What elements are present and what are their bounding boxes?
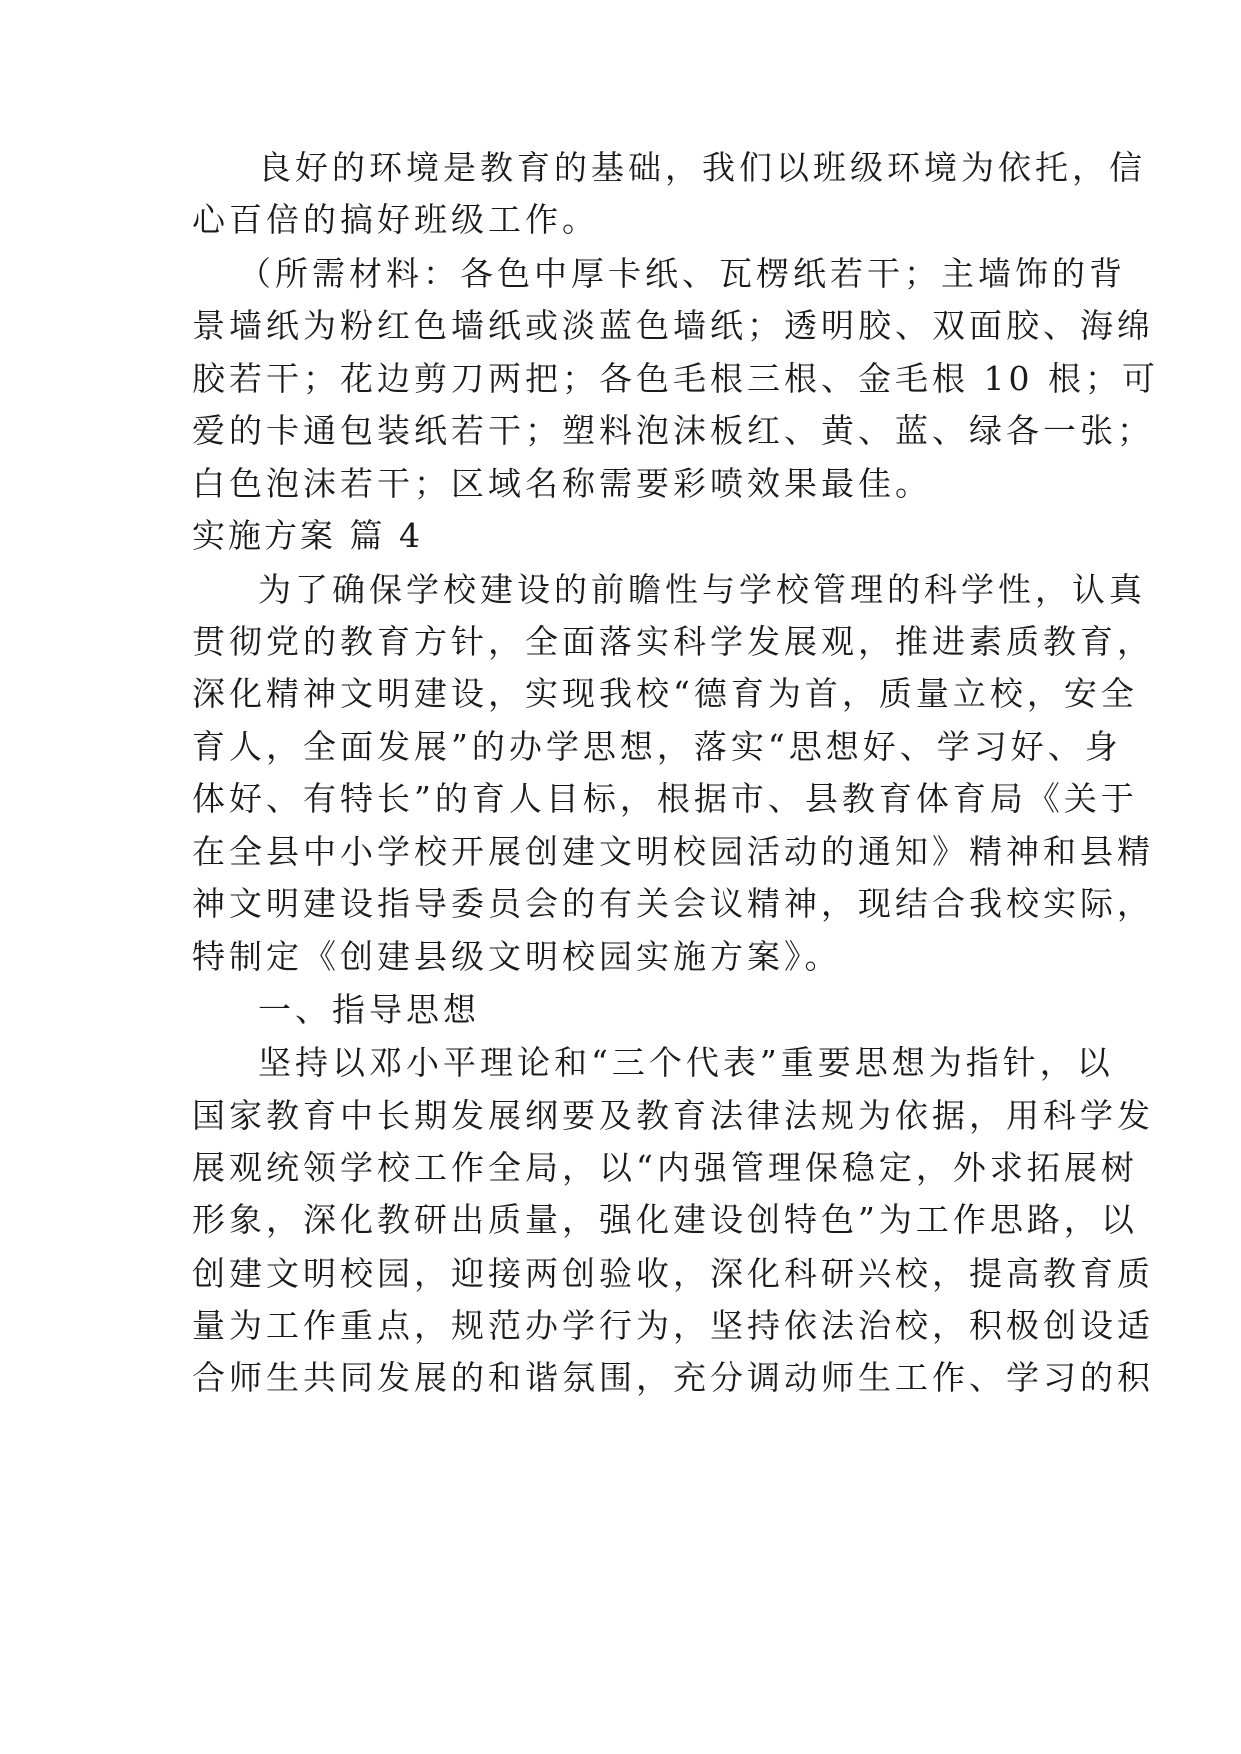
paragraph-line: 体好、有特长”的育人目标，根据市、县教育体育局《关于 <box>192 779 1138 818</box>
paragraph-line: 白色泡沫若干；区域名称需要彩喷效果最佳。 <box>192 464 932 503</box>
paragraph-line: 爱的卡通包装纸若干；塑料泡沫板红、黄、蓝、绿各一张； <box>192 411 1154 450</box>
section-heading: 实施方案 篇 4 <box>192 516 423 555</box>
paragraph-line: 量为工作重点，规范办学行为，坚持依法治校，积极创设适 <box>192 1306 1154 1345</box>
paragraph-line: 展观统领学校工作全局，以“内强管理保稳定，外求拓展树 <box>192 1148 1138 1187</box>
subsection-heading: 一、指导思想 <box>258 990 480 1029</box>
paragraph-line: 特制定《创建县级文明校园实施方案》。 <box>192 937 842 976</box>
paragraph-line: 创建文明校园，迎接两创验收，深化科研兴校，提高教育质 <box>192 1254 1154 1293</box>
paragraph-line: 深化精神文明建设，实现我校“德育为首，质量立校，安全 <box>192 674 1138 713</box>
paragraph-line: 心百倍的搞好班级工作。 <box>192 200 599 239</box>
paragraph-line: （所需材料：各色中厚卡纸、瓦楞纸若干；主墙饰的背 <box>238 254 1126 293</box>
paragraph-line: 国家教育中长期发展纲要及教育法律法规为依据，用科学发 <box>192 1096 1154 1135</box>
paragraph-line: 合师生共同发展的和谐氛围，充分调动师生工作、学习的积 <box>192 1358 1154 1397</box>
paragraph-line: 形象，深化教研出质量，强化建设创特色”为工作思路，以 <box>192 1200 1138 1239</box>
paragraph-line: 育人，全面发展”的办学思想，落实“思想好、学习好、身 <box>192 727 1122 766</box>
paragraph-line: 坚持以邓小平理论和“三个代表”重要思想为指针，以 <box>258 1043 1114 1082</box>
paragraph-line: 神文明建设指导委员会的有关会议精神，现结合我校实际， <box>192 884 1154 923</box>
paragraph-line: 景墙纸为粉红色墙纸或淡蓝色墙纸；透明胶、双面胶、海绵 <box>192 306 1154 345</box>
paragraph-line: 胶若干；花边剪刀两把；各色毛根三根、金毛根 10 根；可 <box>192 359 1159 398</box>
paragraph-line: 为了确保学校建设的前瞻性与学校管理的科学性，认真 <box>258 570 1146 609</box>
paragraph-line: 在全县中小学校开展创建文明校园活动的通知》精神和县精 <box>192 832 1154 871</box>
paragraph-line: 良好的环境是教育的基础，我们以班级环境为依托，信 <box>258 148 1146 187</box>
paragraph-line: 贯彻党的教育方针，全面落实科学发展观，推进素质教育， <box>192 622 1154 661</box>
